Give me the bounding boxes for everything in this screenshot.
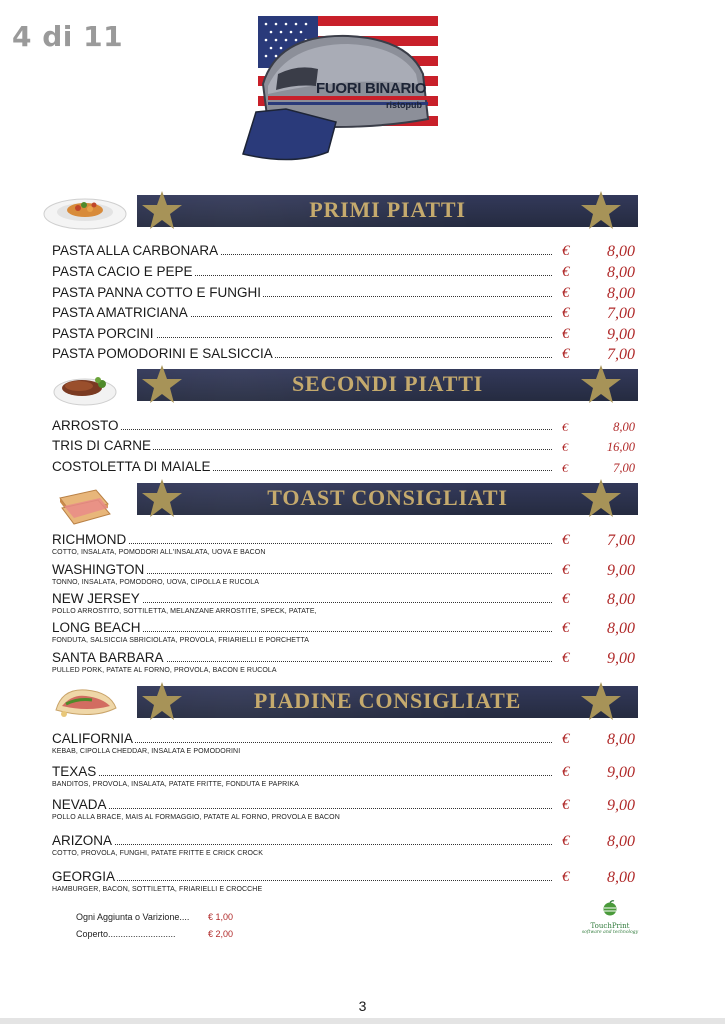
menu-item [52,243,637,261]
star-icon [580,363,622,405]
item-price: 8,00 [607,591,635,608]
star-icon [580,680,622,722]
item-price: 7,00 [613,461,635,475]
section-title: SECONDI PIATTI [291,371,484,396]
extra-price: € 1,00 [208,912,234,922]
item-description: POLLO ALLA BRACE, MAIS AL FORMAGGIO, PATATE AL FORNO, PROVOLA E BACON [52,814,340,821]
item-price: 8,00 [607,264,635,281]
item-price: 8,00 [607,620,635,637]
currency: € [562,440,568,454]
menu-item [52,438,637,456]
menu-item [52,731,637,755]
item-name: TEXAS [52,764,97,779]
section-banner-piadine [137,686,638,718]
extra-row [76,929,246,946]
section-banner-secondi [137,369,638,401]
item-price: 9,00 [607,797,635,814]
touchprint-logo [580,900,640,940]
item-price: 9,00 [607,326,635,343]
item-price: 16,00 [606,440,635,454]
extras-list [76,912,246,946]
item-description: BANDITOS, PROVOLA, INSALATA, PATATE FRITTE, FONDUTA E PAPRIKA [52,781,299,788]
section-title: PRIMI PIATTI [309,197,466,222]
touchprint-name: TouchPrint [590,922,630,930]
pasta-plate-image [42,190,128,232]
currency: € [562,264,570,280]
item-name: WASHINGTON [52,562,145,577]
item-price: 9,00 [607,562,635,579]
menu-item [52,264,637,282]
item-price: 7,00 [607,532,635,549]
menu-item [52,305,637,323]
currency: € [562,797,570,813]
currency: € [562,869,570,885]
section-title: PIADINE CONSIGLIATE [253,688,522,713]
menu-item [52,326,637,344]
item-name: PASTA ALLA CARBONARA [52,243,219,258]
item-name: LONG BEACH [52,620,141,635]
extra-label: Coperto........................... [76,929,176,939]
item-price: 9,00 [607,650,635,667]
item-name: RICHMOND [52,532,127,547]
item-name: PASTA PORCINI [52,326,154,341]
item-name: PASTA PANNA COTTO E FUNGHI [52,285,262,300]
item-description: FONDUTA, SALSICCIA SBRICIOLATA, PROVOLA, FRIARIELLI E PORCHETTA [52,637,310,644]
item-price: 7,00 [607,346,635,363]
currency: € [562,562,570,578]
item-description: PULLED PORK, PATATE AL FORNO, PROVOLA, BACON E RUCOLA [52,667,277,674]
currency: € [562,305,570,321]
item-price: 7,00 [607,305,635,322]
item-price: 9,00 [607,764,635,781]
currency: € [562,764,570,780]
leader-dots [52,775,552,776]
item-name: ARROSTO [52,418,119,433]
item-name: PASTA CACIO E PEPE [52,264,193,279]
piadina-image [52,684,120,724]
item-name: COSTOLETTA DI MAIALE [52,459,211,474]
item-description: COTTO, PROVOLA, FUNGHI, PATATE FRITTE E CRICK CROCK [52,850,263,857]
extra-row [76,912,246,929]
extra-label: Ogni Aggiunta o Varizione.... [76,912,190,922]
currency: € [562,833,570,849]
toast-image [56,484,112,528]
section-title: TOAST CONSIGLIATI [267,485,508,510]
currency: € [562,650,570,666]
page-number: 3 [358,998,367,1014]
item-name: PASTA AMATRICIANA [52,305,188,320]
section-banner-toast [137,483,638,515]
menu-item [52,459,637,477]
menu-item [52,532,637,556]
item-name: CALIFORNIA [52,731,134,746]
currency: € [562,420,568,434]
item-price: 8,00 [607,285,635,302]
item-price: 8,00 [607,731,635,748]
item-name: TRIS DI CARNE [52,438,152,453]
extra-price: € 2,00 [208,929,234,939]
item-description: TONNO, INSALATA, POMODORO, UOVA, CIPOLLA E RUCOLA [52,579,260,586]
item-price: 8,00 [613,420,635,434]
leader-dots [52,844,552,845]
leader-dots [52,808,552,809]
item-price: 8,00 [607,869,635,886]
currency: € [562,243,570,259]
menu-item [52,285,637,303]
currency: € [562,461,568,475]
menu-item [52,620,637,644]
item-description: HAMBURGER, BACON, SOTTILETTA, FRIARIELLI E CROCCHE [52,886,263,893]
touchprint-icon [601,900,619,916]
item-price: 8,00 [607,833,635,850]
item-description: COTTO, INSALATA, POMODORI ALL'INSALATA, UOVA E BACON [52,549,266,556]
menu-item [52,764,637,788]
meat-plate-image [52,370,118,408]
star-icon [580,477,622,519]
currency: € [562,326,570,342]
currency: € [562,731,570,747]
item-name: NEW JERSEY [52,591,140,606]
item-name: SANTA BARBARA [52,650,164,665]
menu-item [52,562,637,586]
menu-item [52,869,637,893]
item-price: 8,00 [607,243,635,260]
item-name: GEORGIA [52,869,116,884]
item-description: POLLO ARROSTITO, SOTTILETTA, MELANZANE ARROSTITE, SPECK, PATATE, [52,608,317,615]
section-banner-primi [137,195,638,227]
item-name: PASTA POMODORINI E SALSICCIA [52,346,273,361]
page-counter: 4 di 11 [12,20,124,53]
menu-item [52,418,637,436]
currency: € [562,285,570,301]
menu-item [52,650,637,674]
star-icon [580,189,622,231]
menu-item [52,346,637,364]
item-name: NEVADA [52,797,107,812]
menu-item [52,797,637,821]
currency: € [562,346,570,362]
currency: € [562,620,570,636]
currency: € [562,591,570,607]
item-description: KEBAB, CIPOLLA CHEDDAR, INSALATA E POMODORINI [52,748,241,755]
logo-subtitle: ristopub [386,100,422,110]
logo-name: FUORI BINARIO [316,80,427,97]
touchprint-tagline: software and technology [581,930,639,935]
currency: € [562,532,570,548]
menu-item [52,591,637,615]
menu-item [52,833,637,857]
leader-dots [52,880,552,881]
item-name: ARIZONA [52,833,113,848]
leader-dots [52,429,552,430]
bottom-strip [0,1018,725,1024]
